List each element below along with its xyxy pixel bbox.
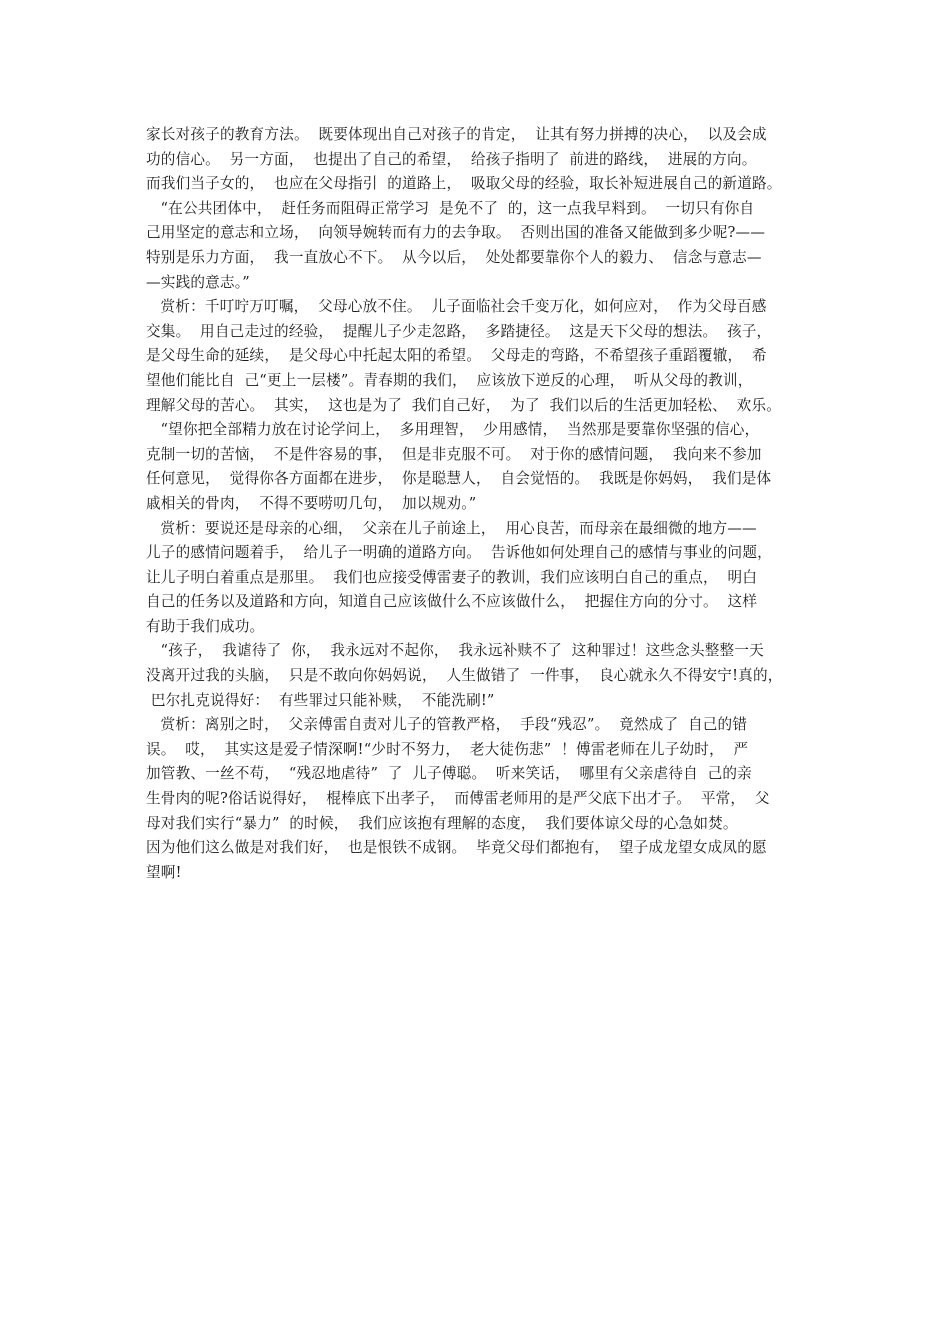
text-line: 自己的任务以及道路和方向，知道自己应该做什么不应该做什么， 把握住方向的分寸。 这样: [146, 593, 758, 611]
text-line: 因为他们这么做是对我们好， 也是恨铁不成钢。 毕竟父母们都抱有， 望子成龙望女成凤的愿: [146, 839, 767, 857]
text-line: 交集。 用自己走过的经验， 提醒儿子少走忽路， 多踏捷径。 这是天下父母的想法。 孩子，: [146, 322, 772, 340]
text-line: 巴尔扎克说得好： 有些罪过只能补赎， 不能洗刷!”: [146, 691, 495, 709]
text-line: 赏析：要说还是母亲的心细， 父亲在儿子前途上， 用心良苦，而母亲在最细微的地方——: [146, 519, 757, 537]
text-line: 加管教、一丝不苟， “残忍地虐待” 了 儿子傅聪。 听来笑话， 哪里有父亲虐待自 己的亲: [146, 765, 752, 783]
text-line: 理解父母的苦心。 其实， 这也是为了 我们自己好， 为了 我们以后的生活更加轻松、 欢乐。: [146, 396, 782, 414]
text-line: 家长对孩子的教育方法。 既要体现出自己对孩子的肯定， 让其有努力拼搏的决心， 以及会成: [146, 126, 767, 143]
text-line: 没离开过我的头脑， 只是不敢向你妈妈说， 人生做错了 一件事， 良心就永久不得安宁!真的，: [146, 667, 783, 685]
text-line: 而我们当子女的， 也应在父母指引 的道路上， 吸取父母的经验，取长补短进展自己的新道路。: [146, 175, 782, 193]
text-line: 望啊!: [146, 863, 182, 881]
text-line: 己用坚定的意志和立场， 向领导婉转而有力的去争取。 否则出国的准备又能做到多少呢?——: [146, 224, 766, 242]
text-line: “孩子， 我谑待了 你， 我永远对不起你， 我永远补赎不了 这种罪过！这些念头整整一天: [146, 642, 764, 660]
text-line: 有助于我们成功。: [146, 617, 265, 635]
text-line: “望你把全部精力放在讨论学问上， 多用理智， 少用感情， 当然那是要靠你坚强的信心，: [146, 421, 760, 439]
text-line: 赏析：离别之时， 父亲傅雷自责对儿子的管教严格， 手段“残忍”。 竟然成了 自己的错: [146, 716, 748, 734]
text-line: 误。 哎， 其实这是爱子情深啊!“少时不努力， 老大徒伤悲” ！傅雷老师在儿子幼时， 严: [146, 740, 749, 758]
text-line: 让儿子明白着重点是那里。 我们也应接受傅雷妻子的教训，我们应该明白自己的重点， 明白: [146, 568, 758, 586]
text-line: 是父母生命的延续， 是父母心中托起太阳的希望。 父母走的弯路，不希望孩子重蹈覆辙， 希: [146, 347, 767, 365]
text-line: 儿子的感情问题着手， 给儿子一明确的道路方向。 告诉他如何处理自己的感情与事业的问题，: [146, 544, 772, 562]
text-line: “在公共团体中， 赶任务而阻碍正常学习 是免不了 的，这一点我早料到。 一切只有你自: [146, 199, 755, 217]
essay-text: [146, 123, 826, 885]
text-line: 任何意见， 觉得你各方面都在进步， 你是聪慧人， 自会觉悟的。 我既是你妈妈， 我们是体: [146, 470, 772, 488]
text-line: 克制一切的苦恼， 不是件容易的事， 但是非克服不可。 对于你的感情问题， 我向来不参加: [146, 445, 762, 463]
text-line: 赏析：千叮咛万叮嘱， 父母心放不住。 儿子面临社会千变万化，如何应对， 作为父母百感: [146, 298, 767, 316]
text-line: 生骨肉的呢?俗话说得好， 棍棒底下出孝子， 而傅雷老师用的是严父底下出才子。 平常， 父: [146, 790, 770, 808]
text-line: 戚相关的骨肉， 不得不要唠叨几句， 加以规劝。”: [146, 494, 477, 512]
text-line: 功的信心。 另一方面， 也提出了自己的希望， 给孩子指明了 前进的路线， 进展的方向。: [146, 150, 757, 168]
text-line: 望他们能比自 己“更上一层楼”。青春期的我们， 应该放下逆反的心理， 听从父母的教训，: [146, 371, 753, 389]
text-line: 特别是乐力方面， 我一直放心不下。 从今以后， 处处都要靠你个人的毅力、 信念与意志—: [146, 248, 762, 266]
text-line: —实践的意志。”: [146, 273, 250, 291]
text-line: 母对我们实行“暴力” 的时候， 我们应该抱有理解的态度， 我们要体谅父母的心急如焚。: [146, 814, 738, 832]
